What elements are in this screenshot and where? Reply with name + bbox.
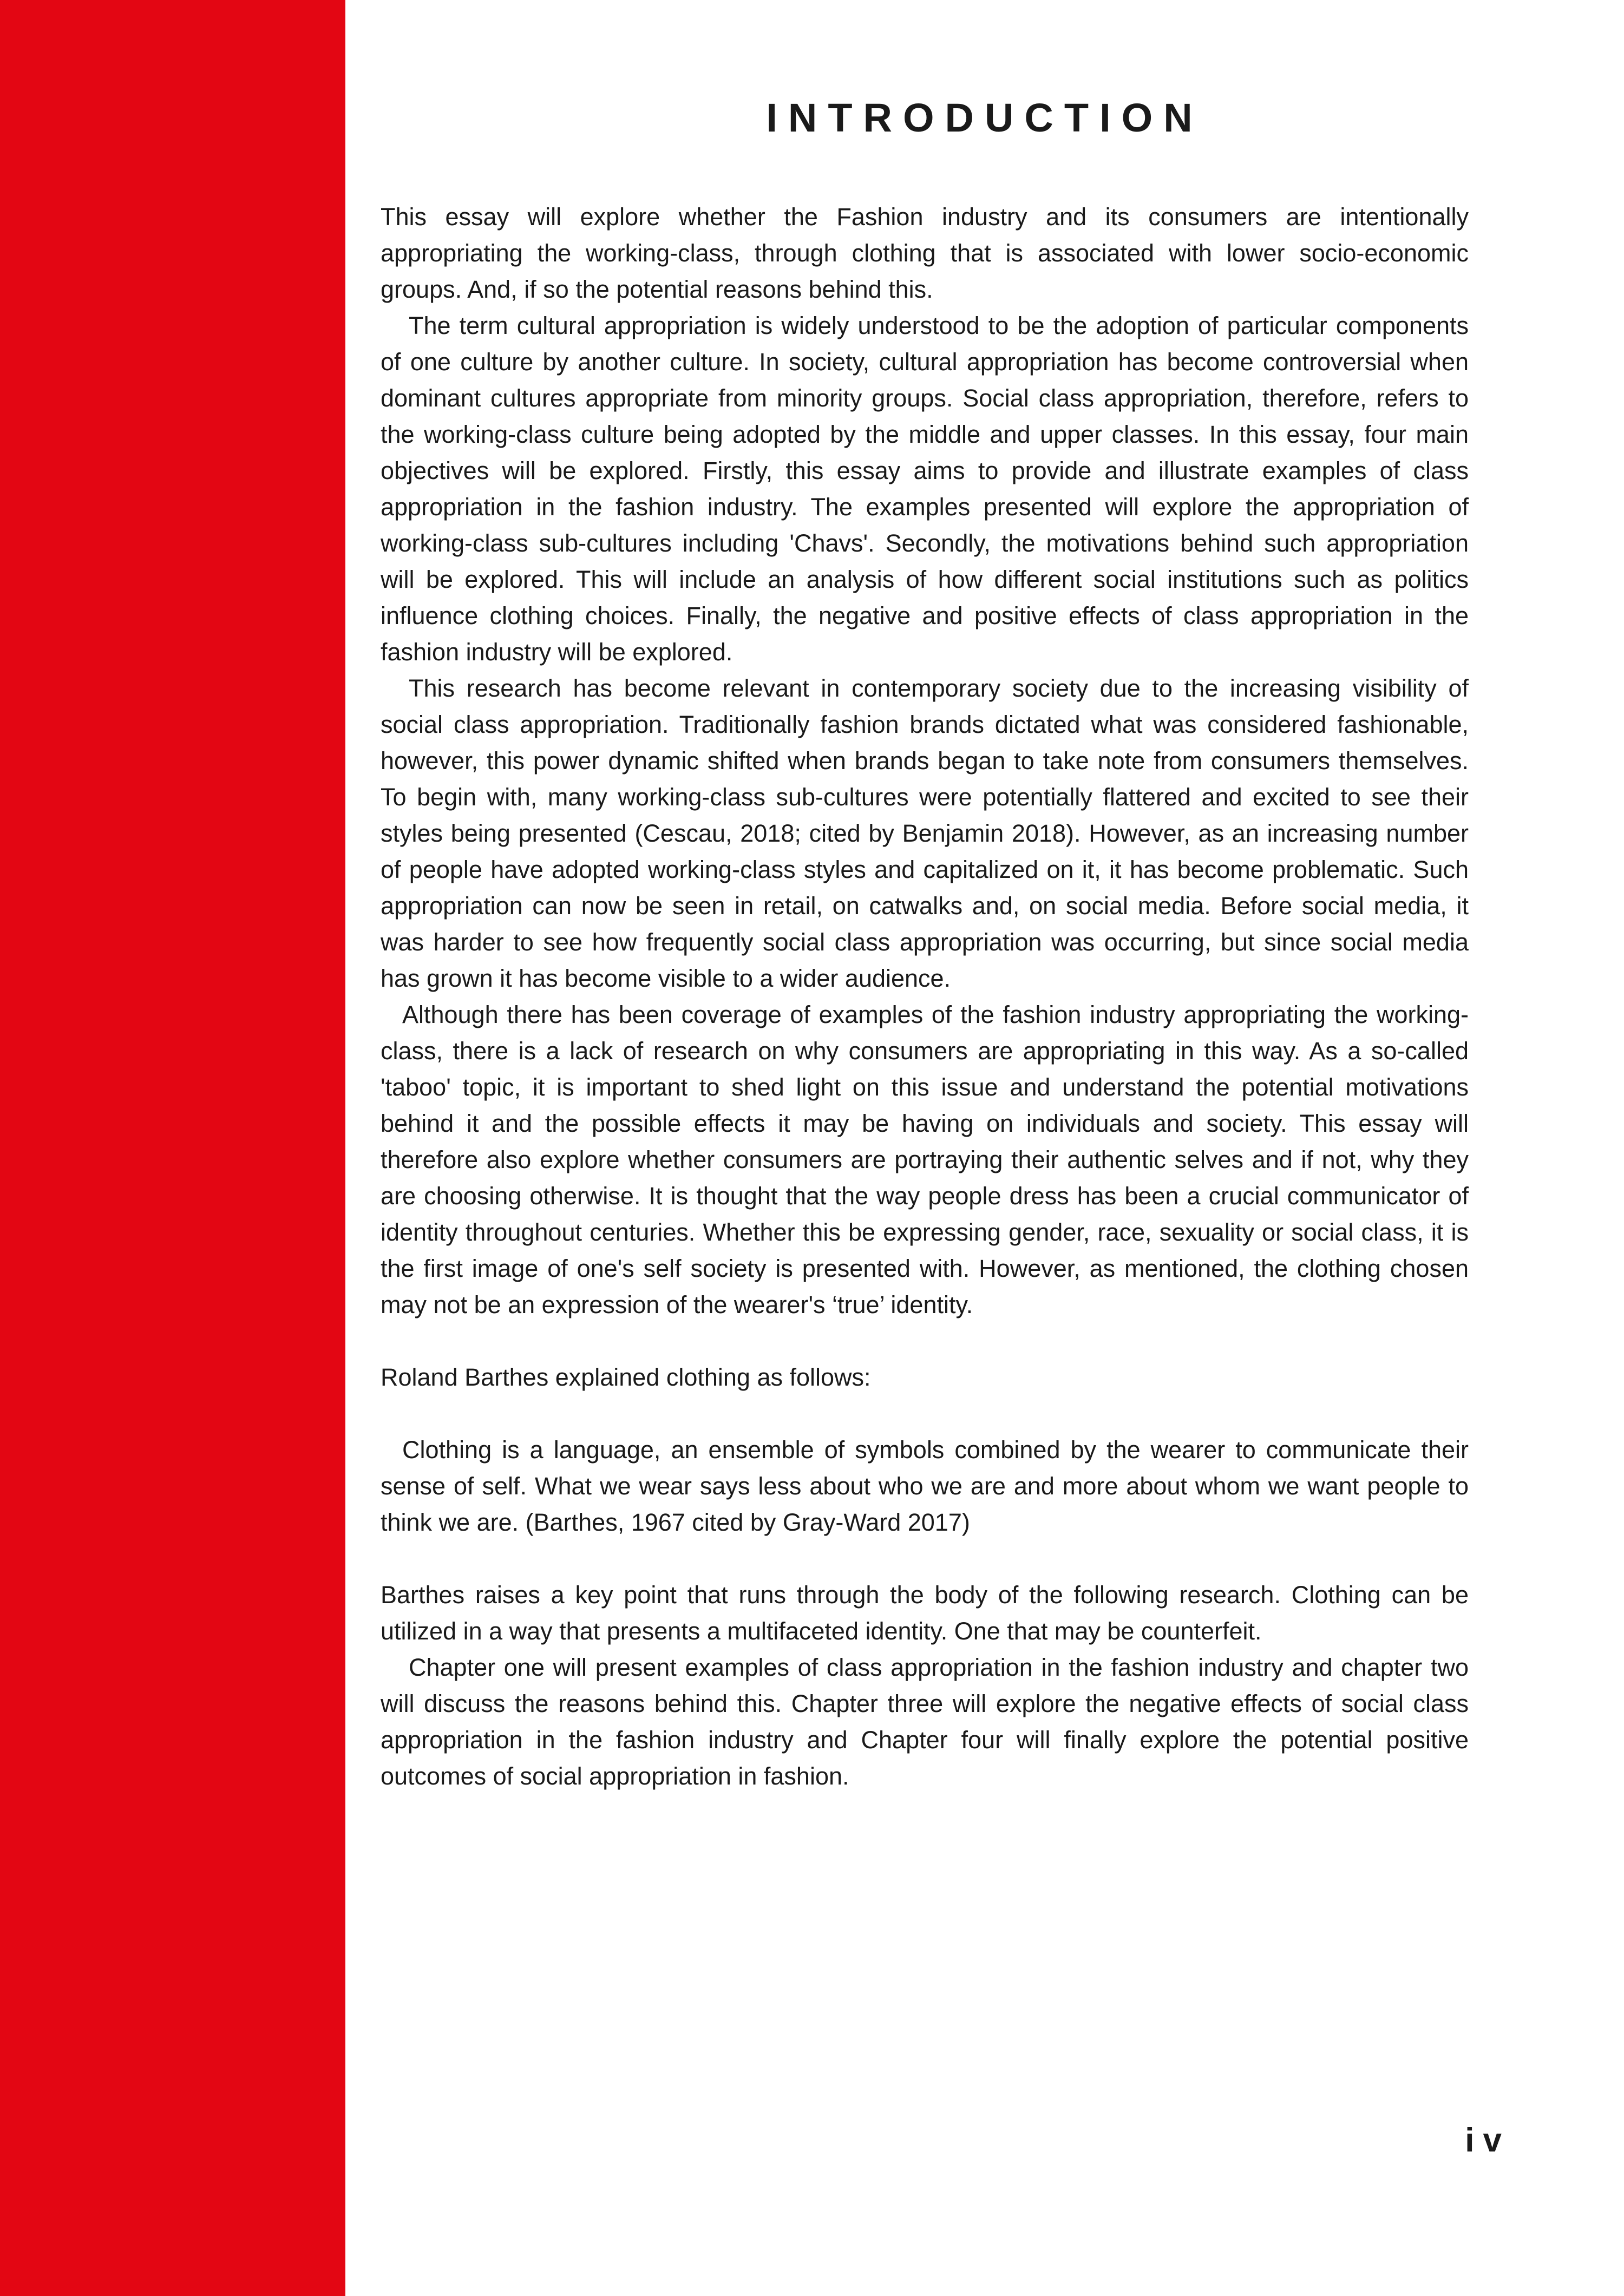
barthes-quote: Clothing is a language, an ensemble of symbols combined by the wearer to communicate their sense of self. What we wear says less about who we are and more about whom we want people to think we are. (Barthes, 1967 cited by Gray-Ward 2017) [381, 1436, 1469, 1536]
paragraph-barthes-analysis: Barthes raises a key point that runs through the body of the following research. Clothing can be utilized in a way that presents a multifaceted identity. One that may be counterfeit. [381, 1581, 1469, 1645]
paragraph-chapter-outline: Chapter one will present examples of class appropriation in the fashion industry and chapter two will discuss the reasons behind this. Chapter three will explore the negative effects of social class appropriation in the fashion industry and Chapter four will finally explore the potential positive outcomes of social appropriation in fashion. [381, 1654, 1469, 1790]
paragraph-relevance: This research has become relevant in contemporary society due to the increasing visibility of social class appropriation. Traditionally fashion brands dictated what was considered fashionable, however, this power dynamic shifted when brands began to take note from consumers themselves. To begin with, many working-class sub-cultures were potentially flattered and excited to see their styles being presented (Cescau, 2018; cited by Benjamin 2018). However, as an increasing number of people have adopted working-class styles and capitalized on it, it has become problematic. Such appropriation can now be seen in retail, on catwalks and, on social media. Before social media, it was harder to see how frequently social class appropriation was occurring, but since social media has grown it has become visible to a wider audience. [381, 674, 1469, 992]
essay-body [381, 199, 1469, 1794]
paragraph-cultural-appropriation: The term cultural appropriation is widely understood to be the adoption of particular components of one culture by another culture. In society, cultural appropriation has become controversial when dominant cultures appropriate from minority groups. Social class appropriation, therefore, refers to the working-class culture being adopted by the middle and upper classes. In this essay, four main objectives will be explored. Firstly, this essay aims to provide and illustrate examples of class appropriation in the fashion industry. The examples presented will explore the appropriation of working-class sub-cultures including 'Chavs'. Secondly, the motivations behind such appropriation will be explored. This will include an analysis of how different social institutions such as politics influence clothing choices. Finally, the negative and positive effects of class appropriation in the fashion industry will be explored. [381, 312, 1469, 666]
paragraph-intro-purpose: This essay will explore whether the Fashion industry and its consumers are intentionally appropriating the working-class, through clothing that is associated with lower socio-economic groups. And, if so the potential reasons behind this. [381, 203, 1469, 303]
page-number: iv [1465, 2122, 1510, 2159]
paragraph-research-gap: Although there has been coverage of examples of the fashion industry appropriating the working-class, there is a lack of research on why consumers are appropriating in this way. As a so-called 'taboo' topic, it is important to shed light on this issue and understand the potential motivations behind it and the possible effects it may be having on individuals and society. This essay will therefore also explore whether consumers are portraying their authentic selves and if not, why they are choosing otherwise. It is thought that the way people dress has been a crucial communicator of identity throughout centuries. Whether this be expressing gender, race, sexuality or social class, it is the first image of one's self society is presented with. However, as mentioned, the clothing chosen may not be an expression of the wearer's ‘true’ identity. [381, 1001, 1469, 1318]
paragraph-barthes-lead-in: Roland Barthes explained clothing as follows: [381, 1363, 871, 1391]
red-sidebar-band [0, 0, 345, 2296]
page-title: INTRODUCTION [766, 95, 1203, 140]
